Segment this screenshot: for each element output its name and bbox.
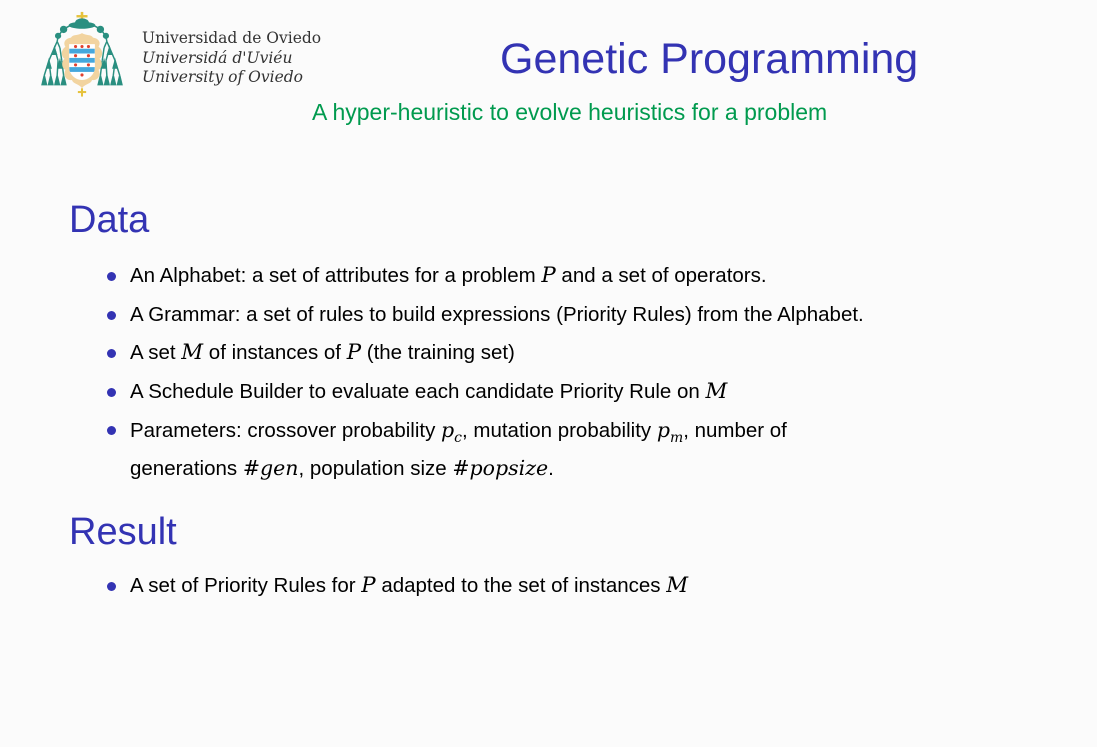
bullet-dot-icon xyxy=(107,349,116,358)
data-bullet-list xyxy=(107,261,1057,493)
math-var-popsize: popsize xyxy=(469,456,549,481)
bullet-item xyxy=(107,261,1057,291)
result-bullet-list xyxy=(107,571,1057,610)
section-heading-data: Data xyxy=(69,199,150,241)
university-name-es: Universidad de Oviedo xyxy=(142,29,322,47)
bullet-text: A set M of instances of P (the training set) xyxy=(130,340,515,365)
bullet-item xyxy=(107,338,1057,368)
university-name-block xyxy=(142,29,321,88)
bullet-text: A Grammar: a set of rules to build expressions (Priority Rules) from the Alphabet. xyxy=(130,302,864,326)
section-heading-result: Result xyxy=(69,511,177,553)
university-name-ast: Universidá d'Uviéu xyxy=(142,48,293,67)
bullet-item xyxy=(107,377,1057,407)
bullet-dot-icon xyxy=(107,426,116,435)
crest-shield-field xyxy=(69,44,95,80)
math-script-p: P xyxy=(361,573,376,598)
bullet-dot-icon xyxy=(107,388,116,397)
bullet-text: An Alphabet: a set of attributes for a problem P and a set of operators. xyxy=(130,263,767,288)
math-var-pm: $p_m$ xyxy=(656,418,684,447)
crest-pendant xyxy=(78,88,86,96)
bullet-dot-icon xyxy=(107,582,116,591)
university-name-en: University of Oviedo xyxy=(142,68,304,86)
math-script-p: P xyxy=(346,340,362,365)
bullet-dot-icon xyxy=(107,272,116,281)
math-script-m: M xyxy=(705,378,728,404)
bullet-text: Parameters: crossover probability $p_c$, mutation probability $p_m$, number of generations #gen, population size #popsize. xyxy=(130,418,787,481)
math-script-m: M xyxy=(181,340,204,365)
slide-subtitle: A hyper-heuristic to evolve heuristics for a problem xyxy=(312,99,828,125)
math-script-m: M xyxy=(666,573,689,598)
slide-title: Genetic Programming xyxy=(500,35,919,83)
bullet-dot-icon xyxy=(107,311,116,320)
bullet-text: A set of Priority Rules for P adapted to the set of instances M xyxy=(130,573,689,598)
math-hash: # xyxy=(242,456,261,481)
bullet-item xyxy=(107,571,1057,601)
bullet-text: A Schedule Builder to evaluate each candidate Priority Rule on M xyxy=(130,378,728,404)
bullet-item xyxy=(107,415,1057,484)
math-var-pc: $p_c$ xyxy=(441,418,462,447)
math-var-gen: gen xyxy=(260,456,299,481)
crest-hat xyxy=(69,18,96,28)
bullet-item xyxy=(107,300,1057,330)
math-hash: # xyxy=(452,456,470,481)
university-crest-logo xyxy=(36,11,128,103)
math-script-p: P xyxy=(541,263,556,288)
